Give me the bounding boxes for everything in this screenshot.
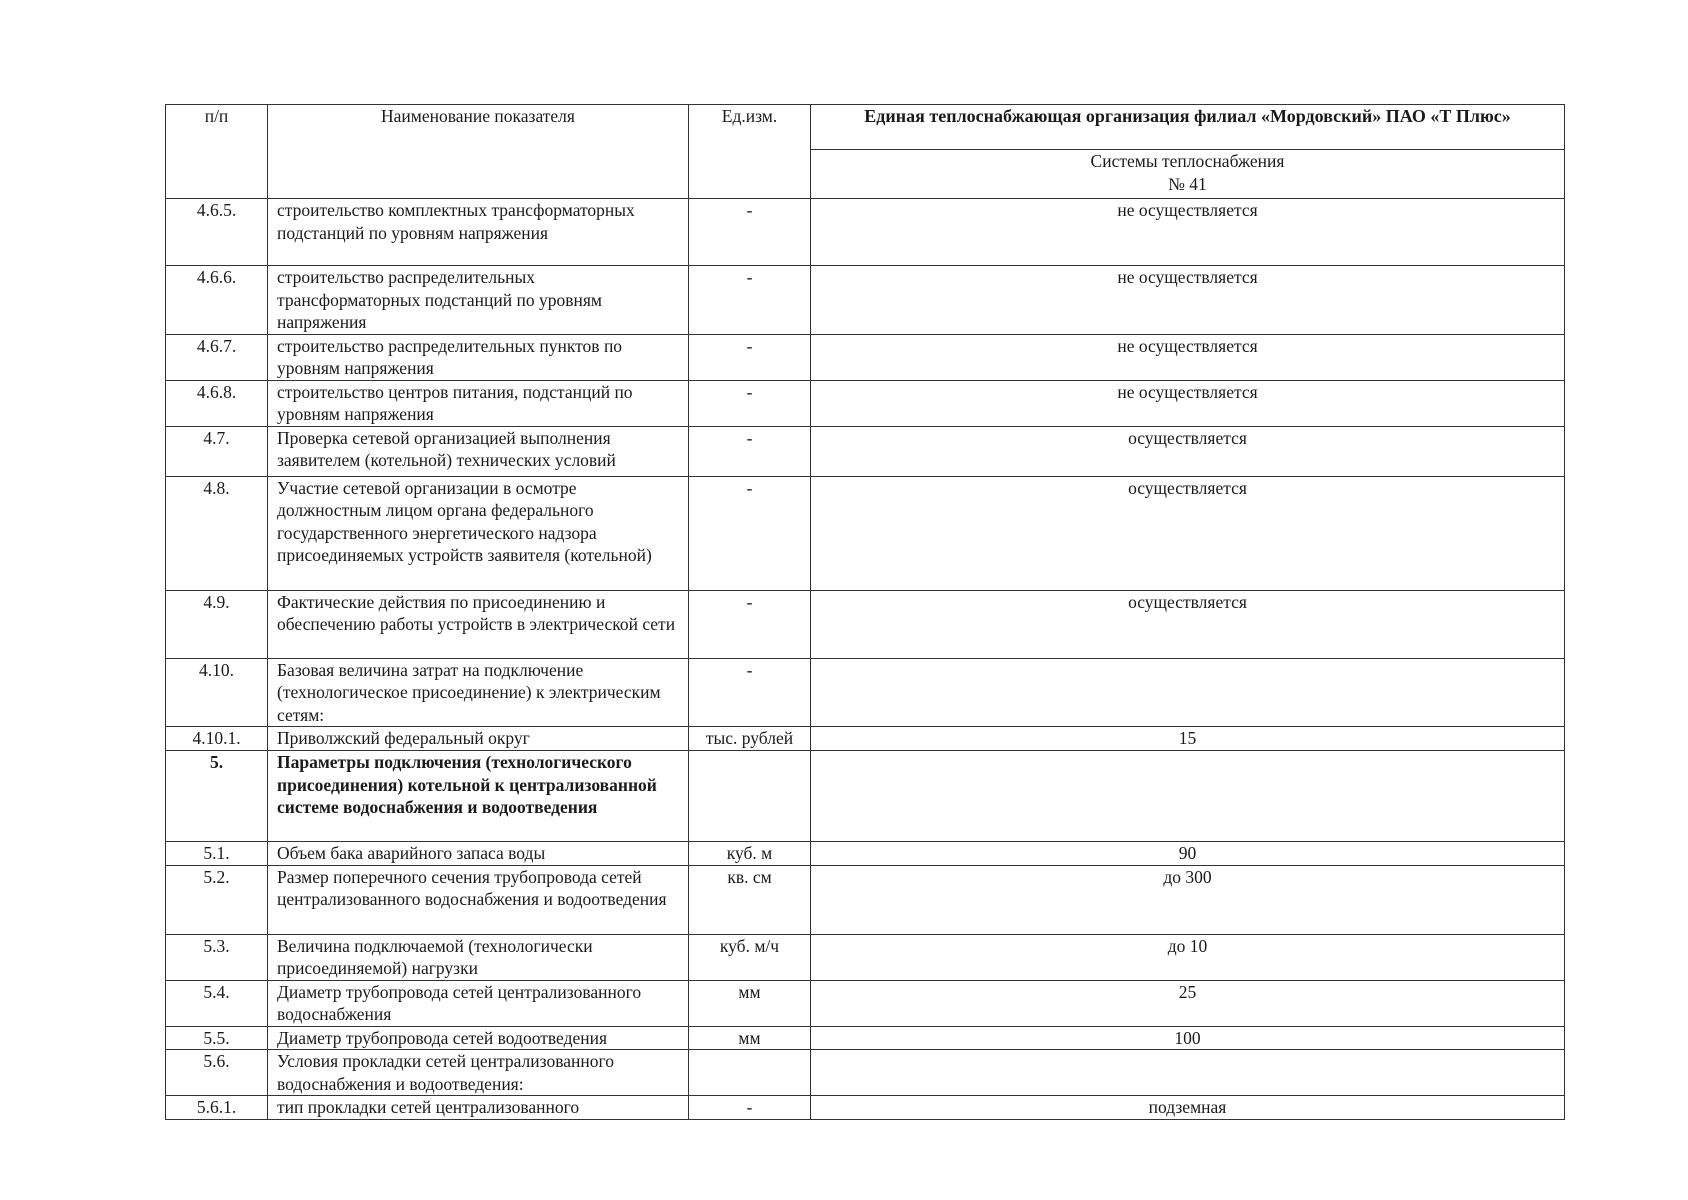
table-row (166, 266, 1565, 335)
row-name: Проверка сетевой организацией выполнения заявителем (котельной) технических условий (268, 426, 689, 476)
row-value: до 300 (811, 865, 1565, 934)
header-org-title: Единая теплоснабжающая организация филиал «Мордовский» ПАО «Т Плюс» (811, 105, 1565, 150)
row-unit: кв. см (689, 865, 811, 934)
table-row (166, 426, 1565, 476)
row-name: Приволжский федеральный округ (268, 727, 689, 751)
row-name: Объем бака аварийного запаса воды (268, 842, 689, 866)
row-num: 4.10.1. (166, 727, 268, 751)
header-unit: Ед.изм. (689, 105, 811, 199)
row-name: Диаметр трубопровода сетей водоотведения (268, 1026, 689, 1050)
table-row (166, 199, 1565, 266)
table-row (166, 1096, 1565, 1120)
row-name: строительство центров питания, подстанций по уровням напряжения (268, 380, 689, 426)
row-value: 100 (811, 1026, 1565, 1050)
table-row (166, 380, 1565, 426)
row-unit: - (689, 266, 811, 335)
row-value (811, 751, 1565, 842)
row-num: 4.10. (166, 658, 268, 727)
row-name: Диаметр трубопровода сетей централизованного водоснабжения (268, 980, 689, 1026)
row-num: 5.5. (166, 1026, 268, 1050)
row-value: 90 (811, 842, 1565, 866)
row-unit: куб. м/ч (689, 934, 811, 980)
row-unit: мм (689, 1026, 811, 1050)
row-num: 4.6.5. (166, 199, 268, 266)
row-num: 4.9. (166, 590, 268, 658)
header-systems (811, 150, 1565, 199)
row-unit: тыс. рублей (689, 727, 811, 751)
header-name: Наименование показателя (268, 105, 689, 199)
row-unit (689, 751, 811, 842)
row-value: 15 (811, 727, 1565, 751)
row-value (811, 1050, 1565, 1096)
row-num: 5.6.1. (166, 1096, 268, 1120)
indicator-table (165, 104, 1565, 1120)
row-unit: - (689, 476, 811, 590)
row-value: не осуществляется (811, 380, 1565, 426)
table-row (166, 727, 1565, 751)
row-value: до 10 (811, 934, 1565, 980)
row-value: подземная (811, 1096, 1565, 1120)
row-name: строительство распределительных пунктов по уровням напряжения (268, 334, 689, 380)
row-num: 5.6. (166, 1050, 268, 1096)
row-num: 4.6.7. (166, 334, 268, 380)
row-name: Размер поперечного сечения трубопровода сетей централизованного водоснабжения и водоотведения (268, 865, 689, 934)
table-row (166, 751, 1565, 842)
table-row (166, 1026, 1565, 1050)
row-unit: - (689, 1096, 811, 1120)
row-num: 4.7. (166, 426, 268, 476)
row-num: 4.8. (166, 476, 268, 590)
row-num: 4.6.8. (166, 380, 268, 426)
table-row (166, 1050, 1565, 1096)
row-unit: - (689, 334, 811, 380)
row-value: осуществляется (811, 590, 1565, 658)
row-unit (689, 1050, 811, 1096)
row-name: Участие сетевой организации в осмотре должностным лицом органа федерального государственного энергетического надзора присоединяемых устройств заявителя (котельной) (268, 476, 689, 590)
table-row (166, 334, 1565, 380)
row-name: Условия прокладки сетей централизованного водоснабжения и водоотведения: (268, 1050, 689, 1096)
table-row (166, 980, 1565, 1026)
systems-label: Системы теплоснабжения (1090, 151, 1285, 171)
row-name: Величина подключаемой (технологически присоединяемой) нагрузки (268, 934, 689, 980)
row-value: осуществляется (811, 476, 1565, 590)
row-name: Базовая величина затрат на подключение (технологическое присоединение) к электрическим сетям: (268, 658, 689, 727)
table-row (166, 590, 1565, 658)
row-unit: - (689, 658, 811, 727)
row-unit: - (689, 199, 811, 266)
row-name: Параметры подключения (технологического присоединения) котельной к централизованной системе водоснабжения и водоотведения (268, 751, 689, 842)
row-num: 5.1. (166, 842, 268, 866)
row-value: не осуществляется (811, 266, 1565, 335)
row-value: осуществляется (811, 426, 1565, 476)
row-value: не осуществляется (811, 334, 1565, 380)
row-num: 5.4. (166, 980, 268, 1026)
row-value (811, 658, 1565, 727)
row-num: 5.3. (166, 934, 268, 980)
system-number: № 41 (1168, 173, 1207, 194)
table-row (166, 658, 1565, 727)
table-row (166, 476, 1565, 590)
row-num: 5.2. (166, 865, 268, 934)
header-num: п/п (166, 105, 268, 199)
row-name: тип прокладки сетей централизованного (268, 1096, 689, 1120)
table-row (166, 842, 1565, 866)
row-name: Фактические действия по присоединению и обеспечению работы устройств в электрической сети (268, 590, 689, 658)
table-row (166, 865, 1565, 934)
row-num: 5. (166, 751, 268, 842)
row-unit: - (689, 426, 811, 476)
row-value: не осуществляется (811, 199, 1565, 266)
row-value: 25 (811, 980, 1565, 1026)
row-unit: - (689, 590, 811, 658)
table-row (166, 934, 1565, 980)
row-name: строительство комплектных трансформаторных подстанций по уровням напряжения (268, 199, 689, 266)
row-num: 4.6.6. (166, 266, 268, 335)
row-name: строительство распределительных трансформаторных подстанций по уровням напряжения (268, 266, 689, 335)
row-unit: мм (689, 980, 811, 1026)
row-unit: куб. м (689, 842, 811, 866)
row-unit: - (689, 380, 811, 426)
